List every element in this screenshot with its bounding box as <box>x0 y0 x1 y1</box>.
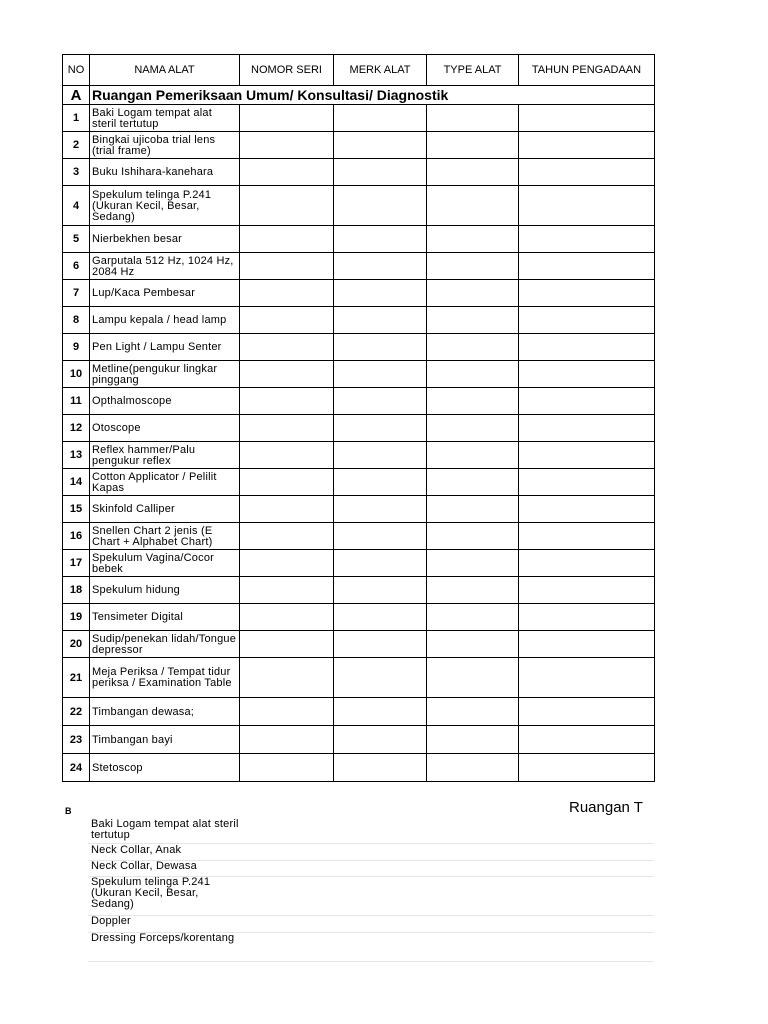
section-b-letter: B <box>65 806 72 816</box>
row-number: 5 <box>63 226 90 253</box>
item-name: Tensimeter Digital <box>90 604 240 631</box>
type-alat-cell <box>427 415 519 442</box>
row-number: 16 <box>63 523 90 550</box>
table-row <box>63 604 655 631</box>
tahun-pengadaan-cell <box>519 307 655 334</box>
merk-alat-cell <box>334 226 427 253</box>
tahun-pengadaan-cell <box>519 361 655 388</box>
table-row <box>63 631 655 658</box>
merk-alat-cell <box>334 307 427 334</box>
row-number: 17 <box>63 550 90 577</box>
merk-alat-cell <box>334 334 427 361</box>
row-number: 21 <box>63 658 90 698</box>
nomor-seri-cell <box>240 280 334 307</box>
item-name: Otoscope <box>90 415 240 442</box>
type-alat-cell <box>427 604 519 631</box>
tahun-pengadaan-cell <box>519 604 655 631</box>
row-number: 18 <box>63 577 90 604</box>
merk-alat-cell <box>334 496 427 523</box>
type-alat-cell <box>427 307 519 334</box>
row-number: 11 <box>63 388 90 415</box>
nomor-seri-cell <box>240 442 334 469</box>
table-row <box>63 469 655 496</box>
tahun-pengadaan-cell <box>519 550 655 577</box>
item-name: Metline(pengukur lingkar pinggang <box>90 361 240 388</box>
tahun-pengadaan-cell <box>519 388 655 415</box>
row-number: 9 <box>63 334 90 361</box>
row-number: 13 <box>63 442 90 469</box>
item-name: Neck Collar, Anak <box>91 844 182 856</box>
item-name: Meja Periksa / Tempat tidur periksa / Examination Table <box>90 658 240 698</box>
table-row <box>63 698 655 726</box>
nomor-seri-cell <box>240 754 334 782</box>
item-name: Cotton Applicator / Pelilit Kapas <box>90 469 240 496</box>
tahun-pengadaan-cell <box>519 469 655 496</box>
type-alat-cell <box>427 442 519 469</box>
merk-alat-cell <box>334 726 427 754</box>
nomor-seri-cell <box>240 496 334 523</box>
section-a-row <box>63 86 655 105</box>
row-number: 23 <box>63 726 90 754</box>
item-name: Skinfold Calliper <box>90 496 240 523</box>
table-row <box>63 496 655 523</box>
row-number: 4 <box>63 186 90 226</box>
tahun-pengadaan-cell <box>519 523 655 550</box>
nomor-seri-cell <box>240 604 334 631</box>
merk-alat-cell <box>334 159 427 186</box>
item-name: Spekulum Vagina/Cocor bebek <box>90 550 240 577</box>
row-number: 14 <box>63 469 90 496</box>
nomor-seri-cell <box>240 105 334 132</box>
section-a-letter: A <box>63 86 90 105</box>
header-type-alat: TYPE ALAT <box>427 55 519 86</box>
table-row <box>63 523 655 550</box>
type-alat-cell <box>427 159 519 186</box>
header-merk-alat: MERK ALAT <box>334 55 427 86</box>
nomor-seri-cell <box>240 415 334 442</box>
row-number: 7 <box>63 280 90 307</box>
tahun-pengadaan-cell <box>519 577 655 604</box>
header-nama-alat: NAMA ALAT <box>90 55 240 86</box>
table-row <box>63 388 655 415</box>
equipment-table <box>62 54 655 782</box>
section-a-title: Ruangan Pemeriksaan Umum/ Konsultasi/ Diagnostik <box>90 86 655 105</box>
type-alat-cell <box>427 698 519 726</box>
table-row <box>63 577 655 604</box>
nomor-seri-cell <box>240 631 334 658</box>
item-name: Buku Ishihara-kanehara <box>90 159 240 186</box>
merk-alat-cell <box>334 105 427 132</box>
table-row <box>63 361 655 388</box>
tahun-pengadaan-cell <box>519 334 655 361</box>
merk-alat-cell <box>334 132 427 159</box>
type-alat-cell <box>427 754 519 782</box>
nomor-seri-cell <box>240 698 334 726</box>
header-no: NO <box>63 55 90 86</box>
merk-alat-cell <box>334 253 427 280</box>
nomor-seri-cell <box>240 523 334 550</box>
nomor-seri-cell <box>240 658 334 698</box>
type-alat-cell <box>427 523 519 550</box>
table-row <box>63 253 655 280</box>
item-name: Spekulum telinga P.241 (Ukuran Kecil, Besar, Sedang) <box>91 876 211 910</box>
list-item <box>88 845 654 861</box>
row-number: 15 <box>63 496 90 523</box>
nomor-seri-cell <box>240 226 334 253</box>
tahun-pengadaan-cell <box>519 496 655 523</box>
merk-alat-cell <box>334 280 427 307</box>
nomor-seri-cell <box>240 469 334 496</box>
list-item <box>88 933 654 962</box>
table-row <box>63 280 655 307</box>
merk-alat-cell <box>334 469 427 496</box>
tahun-pengadaan-cell <box>519 658 655 698</box>
section-b <box>0 795 768 1024</box>
table-row <box>63 226 655 253</box>
tahun-pengadaan-cell <box>519 105 655 132</box>
type-alat-cell <box>427 361 519 388</box>
list-item <box>88 877 654 916</box>
list-item <box>88 861 654 877</box>
type-alat-cell <box>427 253 519 280</box>
nomor-seri-cell <box>240 334 334 361</box>
table-row <box>63 658 655 698</box>
item-name: Pen Light / Lampu Senter <box>90 334 240 361</box>
nomor-seri-cell <box>240 253 334 280</box>
merk-alat-cell <box>334 698 427 726</box>
type-alat-cell <box>427 577 519 604</box>
tahun-pengadaan-cell <box>519 186 655 226</box>
item-name: Baki Logam tempat alat steril tertutup <box>91 818 239 841</box>
row-number: 19 <box>63 604 90 631</box>
item-name: Doppler <box>91 915 131 927</box>
tahun-pengadaan-cell <box>519 442 655 469</box>
item-name: Reflex hammer/Palu pengukur reflex <box>90 442 240 469</box>
merk-alat-cell <box>334 186 427 226</box>
item-name: Timbangan bayi <box>90 726 240 754</box>
item-name: Baki Logam tempat alat steril tertutup <box>90 105 240 132</box>
type-alat-cell <box>427 186 519 226</box>
type-alat-cell <box>427 658 519 698</box>
item-name: Snellen Chart 2 jenis (E Chart + Alphabet Chart) <box>90 523 240 550</box>
tahun-pengadaan-cell <box>519 754 655 782</box>
item-name: Opthalmoscope <box>90 388 240 415</box>
table-header-row <box>63 55 655 86</box>
item-name: Spekulum telinga P.241 (Ukuran Kecil, Besar, Sedang) <box>90 186 240 226</box>
merk-alat-cell <box>334 388 427 415</box>
type-alat-cell <box>427 550 519 577</box>
row-number: 2 <box>63 132 90 159</box>
table-row <box>63 442 655 469</box>
merk-alat-cell <box>334 442 427 469</box>
table-row <box>63 334 655 361</box>
tahun-pengadaan-cell <box>519 132 655 159</box>
item-name: Sudip/penekan lidah/Tongue depressor <box>90 631 240 658</box>
merk-alat-cell <box>334 658 427 698</box>
header-nomor-seri: NOMOR SERI <box>240 55 334 86</box>
row-number: 6 <box>63 253 90 280</box>
type-alat-cell <box>427 334 519 361</box>
tahun-pengadaan-cell <box>519 415 655 442</box>
type-alat-cell <box>427 726 519 754</box>
tahun-pengadaan-cell <box>519 253 655 280</box>
item-name: Garputala 512 Hz, 1024 Hz, 2084 Hz <box>90 253 240 280</box>
tahun-pengadaan-cell <box>519 726 655 754</box>
nomor-seri-cell <box>240 361 334 388</box>
type-alat-cell <box>427 226 519 253</box>
merk-alat-cell <box>334 361 427 388</box>
nomor-seri-cell <box>240 186 334 226</box>
nomor-seri-cell <box>240 726 334 754</box>
table-row <box>63 132 655 159</box>
nomor-seri-cell <box>240 577 334 604</box>
row-number: 8 <box>63 307 90 334</box>
table-row <box>63 754 655 782</box>
row-number: 10 <box>63 361 90 388</box>
item-name: Nierbekhen besar <box>90 226 240 253</box>
nomor-seri-cell <box>240 132 334 159</box>
item-name: Spekulum hidung <box>90 577 240 604</box>
list-item <box>88 916 654 933</box>
tahun-pengadaan-cell <box>519 631 655 658</box>
merk-alat-cell <box>334 631 427 658</box>
merk-alat-cell <box>334 577 427 604</box>
type-alat-cell <box>427 105 519 132</box>
table-row <box>63 550 655 577</box>
item-name: Bingkai ujicoba trial lens (trial frame) <box>90 132 240 159</box>
nomor-seri-cell <box>240 159 334 186</box>
item-name: Timbangan dewasa; <box>90 698 240 726</box>
table-row <box>63 105 655 132</box>
table-row <box>63 159 655 186</box>
nomor-seri-cell <box>240 307 334 334</box>
row-number: 12 <box>63 415 90 442</box>
type-alat-cell <box>427 631 519 658</box>
merk-alat-cell <box>334 550 427 577</box>
nomor-seri-cell <box>240 388 334 415</box>
table-row <box>63 726 655 754</box>
item-name: Lup/Kaca Pembesar <box>90 280 240 307</box>
tahun-pengadaan-cell <box>519 280 655 307</box>
type-alat-cell <box>427 388 519 415</box>
merk-alat-cell <box>334 523 427 550</box>
row-number: 20 <box>63 631 90 658</box>
tahun-pengadaan-cell <box>519 159 655 186</box>
table-row <box>63 307 655 334</box>
header-tahun-pengadaan: TAHUN PENGADAAN <box>519 55 655 86</box>
merk-alat-cell <box>334 604 427 631</box>
row-number: 3 <box>63 159 90 186</box>
row-number: 22 <box>63 698 90 726</box>
list-item <box>88 819 654 844</box>
type-alat-cell <box>427 280 519 307</box>
type-alat-cell <box>427 469 519 496</box>
item-name: Dressing Forceps/korentang <box>91 932 235 944</box>
tahun-pengadaan-cell <box>519 698 655 726</box>
row-number: 24 <box>63 754 90 782</box>
item-name: Lampu kepala / head lamp <box>90 307 240 334</box>
tahun-pengadaan-cell <box>519 226 655 253</box>
item-name: Stetoscop <box>90 754 240 782</box>
type-alat-cell <box>427 496 519 523</box>
type-alat-cell <box>427 132 519 159</box>
merk-alat-cell <box>334 754 427 782</box>
row-number: 1 <box>63 105 90 132</box>
merk-alat-cell <box>334 415 427 442</box>
table-row <box>63 186 655 226</box>
section-b-title: Ruangan T <box>569 799 643 816</box>
nomor-seri-cell <box>240 550 334 577</box>
item-name: Neck Collar, Dewasa <box>91 860 197 872</box>
table-row <box>63 415 655 442</box>
